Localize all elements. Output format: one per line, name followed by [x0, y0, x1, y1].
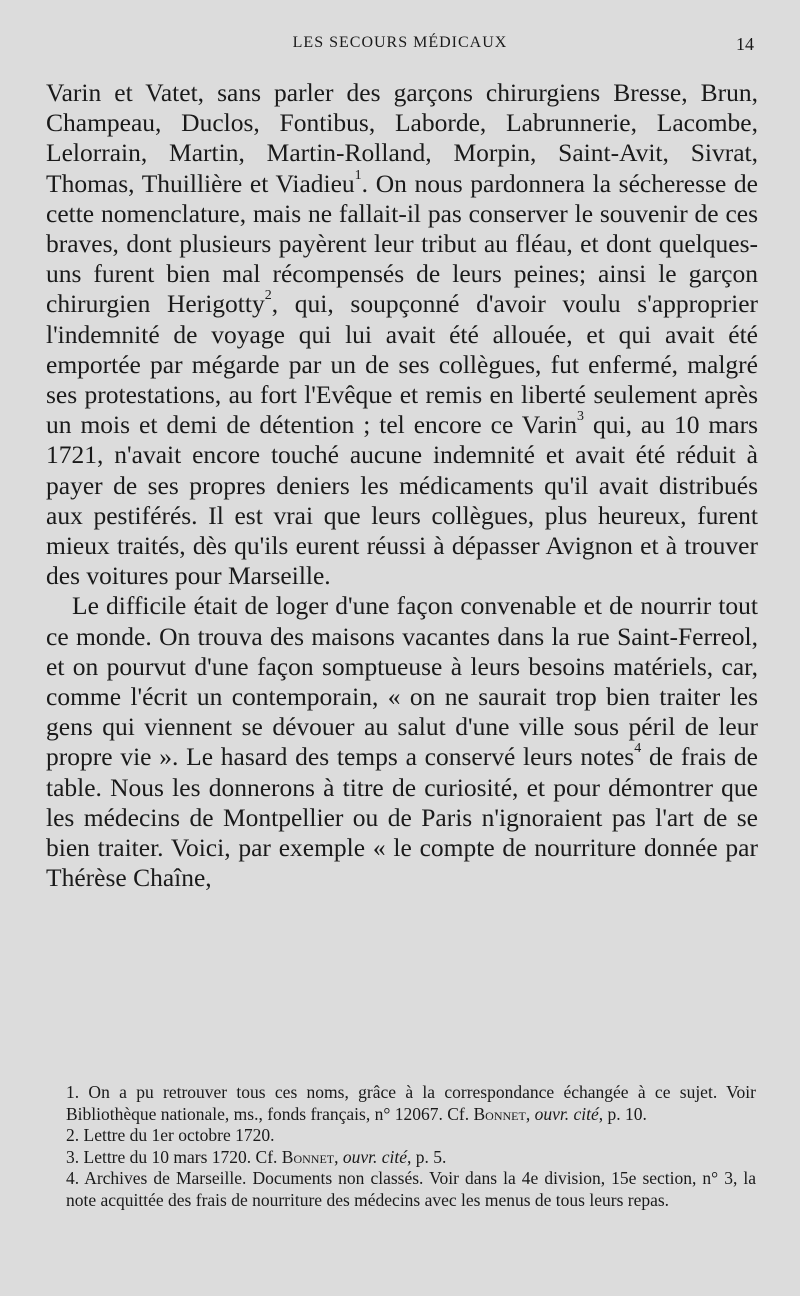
- paragraph-2-text-a: Le difficile était de loger d'une façon convenable et de nourrir tout ce monde. On trouva des maisons vacantes dans la rue Saint-Ferreol, et on pourvut d'une façon somptueuse à leurs besoins matériels, car, comme l'écrit un contemporain, « on ne saurait trop bien traiter les gens qui viennent se dévouer au salut d'une ville sous péril de leur propre vie ». Le hasard des temps a conservé leurs notes: [46, 591, 758, 772]
- paragraph-1-text-d: qui, au 10 mars 1721, n'avait encore touché aucune indemnité et avait été réduit à payer de ses propres deniers les médicaments qu'il avait distribués aux pestiférés. Il est vrai que leurs collègues, plus heureux, furent mieux traités, dès qu'ils eurent réussi à dépasser Avignon et à trouver des voitures pour Marseille.: [46, 410, 758, 591]
- footnote-ref-1: 1: [354, 167, 362, 183]
- body-text: [46, 78, 758, 893]
- footnotes: [66, 1082, 756, 1211]
- paragraph-2: [46, 591, 758, 893]
- footnote-3-sep: ,: [334, 1146, 343, 1167]
- footnote-3-work: ouvr. cité: [342, 1146, 408, 1167]
- running-title: LES SECOURS MÉDICAUX: [292, 34, 508, 51]
- running-head: [46, 34, 754, 58]
- paragraph-1: [46, 78, 758, 591]
- footnote-1-rest: , p. 10.: [598, 1103, 647, 1124]
- page-number: 14: [736, 34, 754, 54]
- footnote-1: [66, 1082, 756, 1125]
- paragraph-1-text-c: , qui, soupçonné d'avoir voulu s'approprier l'indemnité de voyage qui lui avait été allouée, et qui avait été emportée par mégarde par un de ses collègues, fut enfermé, malgré ses protestations, au fort l'Evêque et remis en liberté seulement après un mois et demi de détention ; tel encore ce Varin: [46, 289, 759, 440]
- paragraph-2-text-b: de frais de table. Nous les donnerons à titre de curiosité, et pour démontrer que les médecins de Montpellier ou de Paris n'ignoraient pas l'art de se bien traiter. Voici, par exemple « le compte de nourriture donnée par Thérèse Chaîne,: [46, 742, 758, 893]
- footnote-3-text: 3. Lettre du 10 mars 1720. Cf.: [66, 1146, 282, 1167]
- footnote-3: [66, 1147, 756, 1169]
- paragraph-1-text-b: . On nous pardonnera la sécheresse de cette nomenclature, mais ne fallait-il pas conserver le souvenir de ces braves, dont plusieurs payèrent leur tribut au fléau, et dont quelques-uns furent bien mal récompensés de leurs peines; ainsi le garçon chirurgien Herigotty: [46, 168, 758, 319]
- footnote-4-text: 4. Archives de Marseille. Documents non classés. Voir dans la 4e division, 15e section, n° 3, la note acquittée des frais de nourriture des médecins avec les menus de tous leurs repas.: [66, 1168, 756, 1210]
- footnote-2-text: 2. Lettre du 1er octobre 1720.: [66, 1125, 275, 1145]
- paragraph-1-text-a: Varin et Vatet, sans parler des garçons chirurgiens Bresse, Brun, Champeau, Duclos, Fontibus, Laborde, Labrunnerie, Lacombe, Lelorrain, Martin, Martin-Rolland, Morpin, Saint-Avit, Sivrat, Thomas, Thuillière et Viadieu: [46, 78, 758, 198]
- footnote-1-work: ouvr. cité: [534, 1103, 599, 1124]
- footnote-1-author: Bonnet: [473, 1103, 526, 1124]
- footnote-1-text: 1. On a pu retrouver tous ces noms, grâce à la correspondance échangée à ce sujet. Voir Bibliothèque nationale, ms., fonds français, n° 12067. Cf.: [66, 1082, 756, 1124]
- footnote-ref-3: 3: [577, 409, 585, 425]
- footnote-2: [66, 1125, 756, 1147]
- footnote-1-sep: ,: [525, 1103, 535, 1124]
- footnote-ref-2: 2: [264, 288, 272, 304]
- footnote-3-rest: , p. 5.: [407, 1146, 447, 1167]
- footnote-3-author: Bonnet: [281, 1146, 335, 1167]
- footnote-ref-4: 4: [634, 741, 642, 757]
- footnote-4: [66, 1168, 756, 1211]
